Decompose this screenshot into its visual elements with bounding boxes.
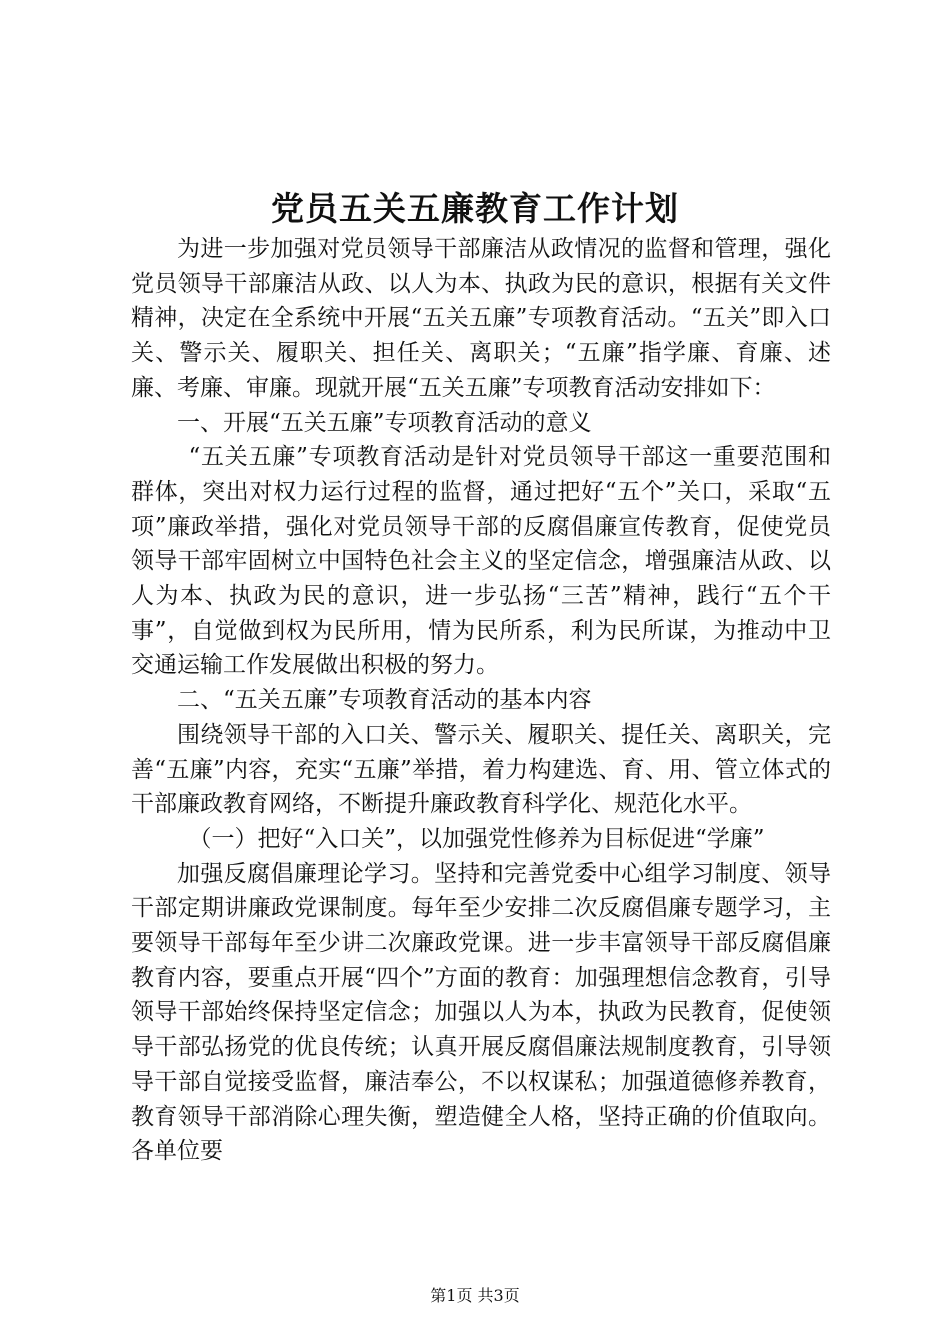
document-title: 党员五关五廉教育工作计划 (271, 189, 679, 228)
subheading-entry-gate: （一）把好“入口关”，以加强党性修养为目标促进“学廉” (188, 825, 765, 852)
paragraph-intro: 为进一步加强对党员领导干部廉洁从政情况的监督和管理，强化党员领导干部廉洁从政、以人为本、执政为民的意识，根据有关文件精神，决定在全系统中开展“五关五廉”专项教育活动。“五关”即入口关、警示关、履职关、担任关、离职关；“五廉”指学廉、育廉、述廉、考廉、审廉。现就开展“五关五廉”专项教育活动安排如下： (131, 236, 831, 401)
document-body (131, 232, 831, 1169)
paragraph-content: 围绕领导干部的入口关、警示关、履职关、提任关、离职关，完善“五廉”内容，充实“五廉”举措，着力构建选、育、用、管立体式的干部廉政教育网络，不断提升廉政教育科学化、规范化水平。 (131, 721, 831, 818)
heading-section-1: 一、开展“五关五廉”专项教育活动的意义 (177, 409, 592, 436)
heading-section-2: 二、“五关五廉”专项教育活动的基本内容 (177, 687, 592, 714)
page-footer: 第1页 共3页 (430, 1286, 520, 1305)
paragraph-significance: “五关五廉”专项教育活动是针对党员领导干部这一重要范围和群体，突出对权力运行过程的监督，通过把好“五个”关口，采取“五项”廉政举措，强化对党员领导干部的反腐倡廉宣传教育，促使党员领导干部牢固树立中国特色社会主义的坚定信念，增强廉洁从政、以人为本、执政为民的意识，进一步弘扬“三苦”精神，践行“五个干事”，自觉做到权为民所用，情为民所系，利为民所谋，为推动中卫交通运输工作发展做出积极的努力。 (131, 444, 831, 679)
paragraph-study: 加强反腐倡廉理论学习。坚持和完善党委中心组学习制度、领导干部定期讲廉政党课制度。每年至少安排二次反腐倡廉专题学习，主要领导干部每年至少讲二次廉政党课。进一步丰富领导干部反腐倡廉教育内容，要重点开展“四个”方面的教育：加强理想信念教育，引导领导干部始终保持坚定信念；加强以人为本，执政为民教育，促使领导干部弘扬党的优良传统；认真开展反腐倡廉法规制度教育，引导领导干部自觉接受监督，廉洁奉公，不以权谋私；加强道德修养教育，教育领导干部消除心理失衡，塑造健全人格，坚持正确的价值取向。各单位要 (131, 860, 831, 1165)
